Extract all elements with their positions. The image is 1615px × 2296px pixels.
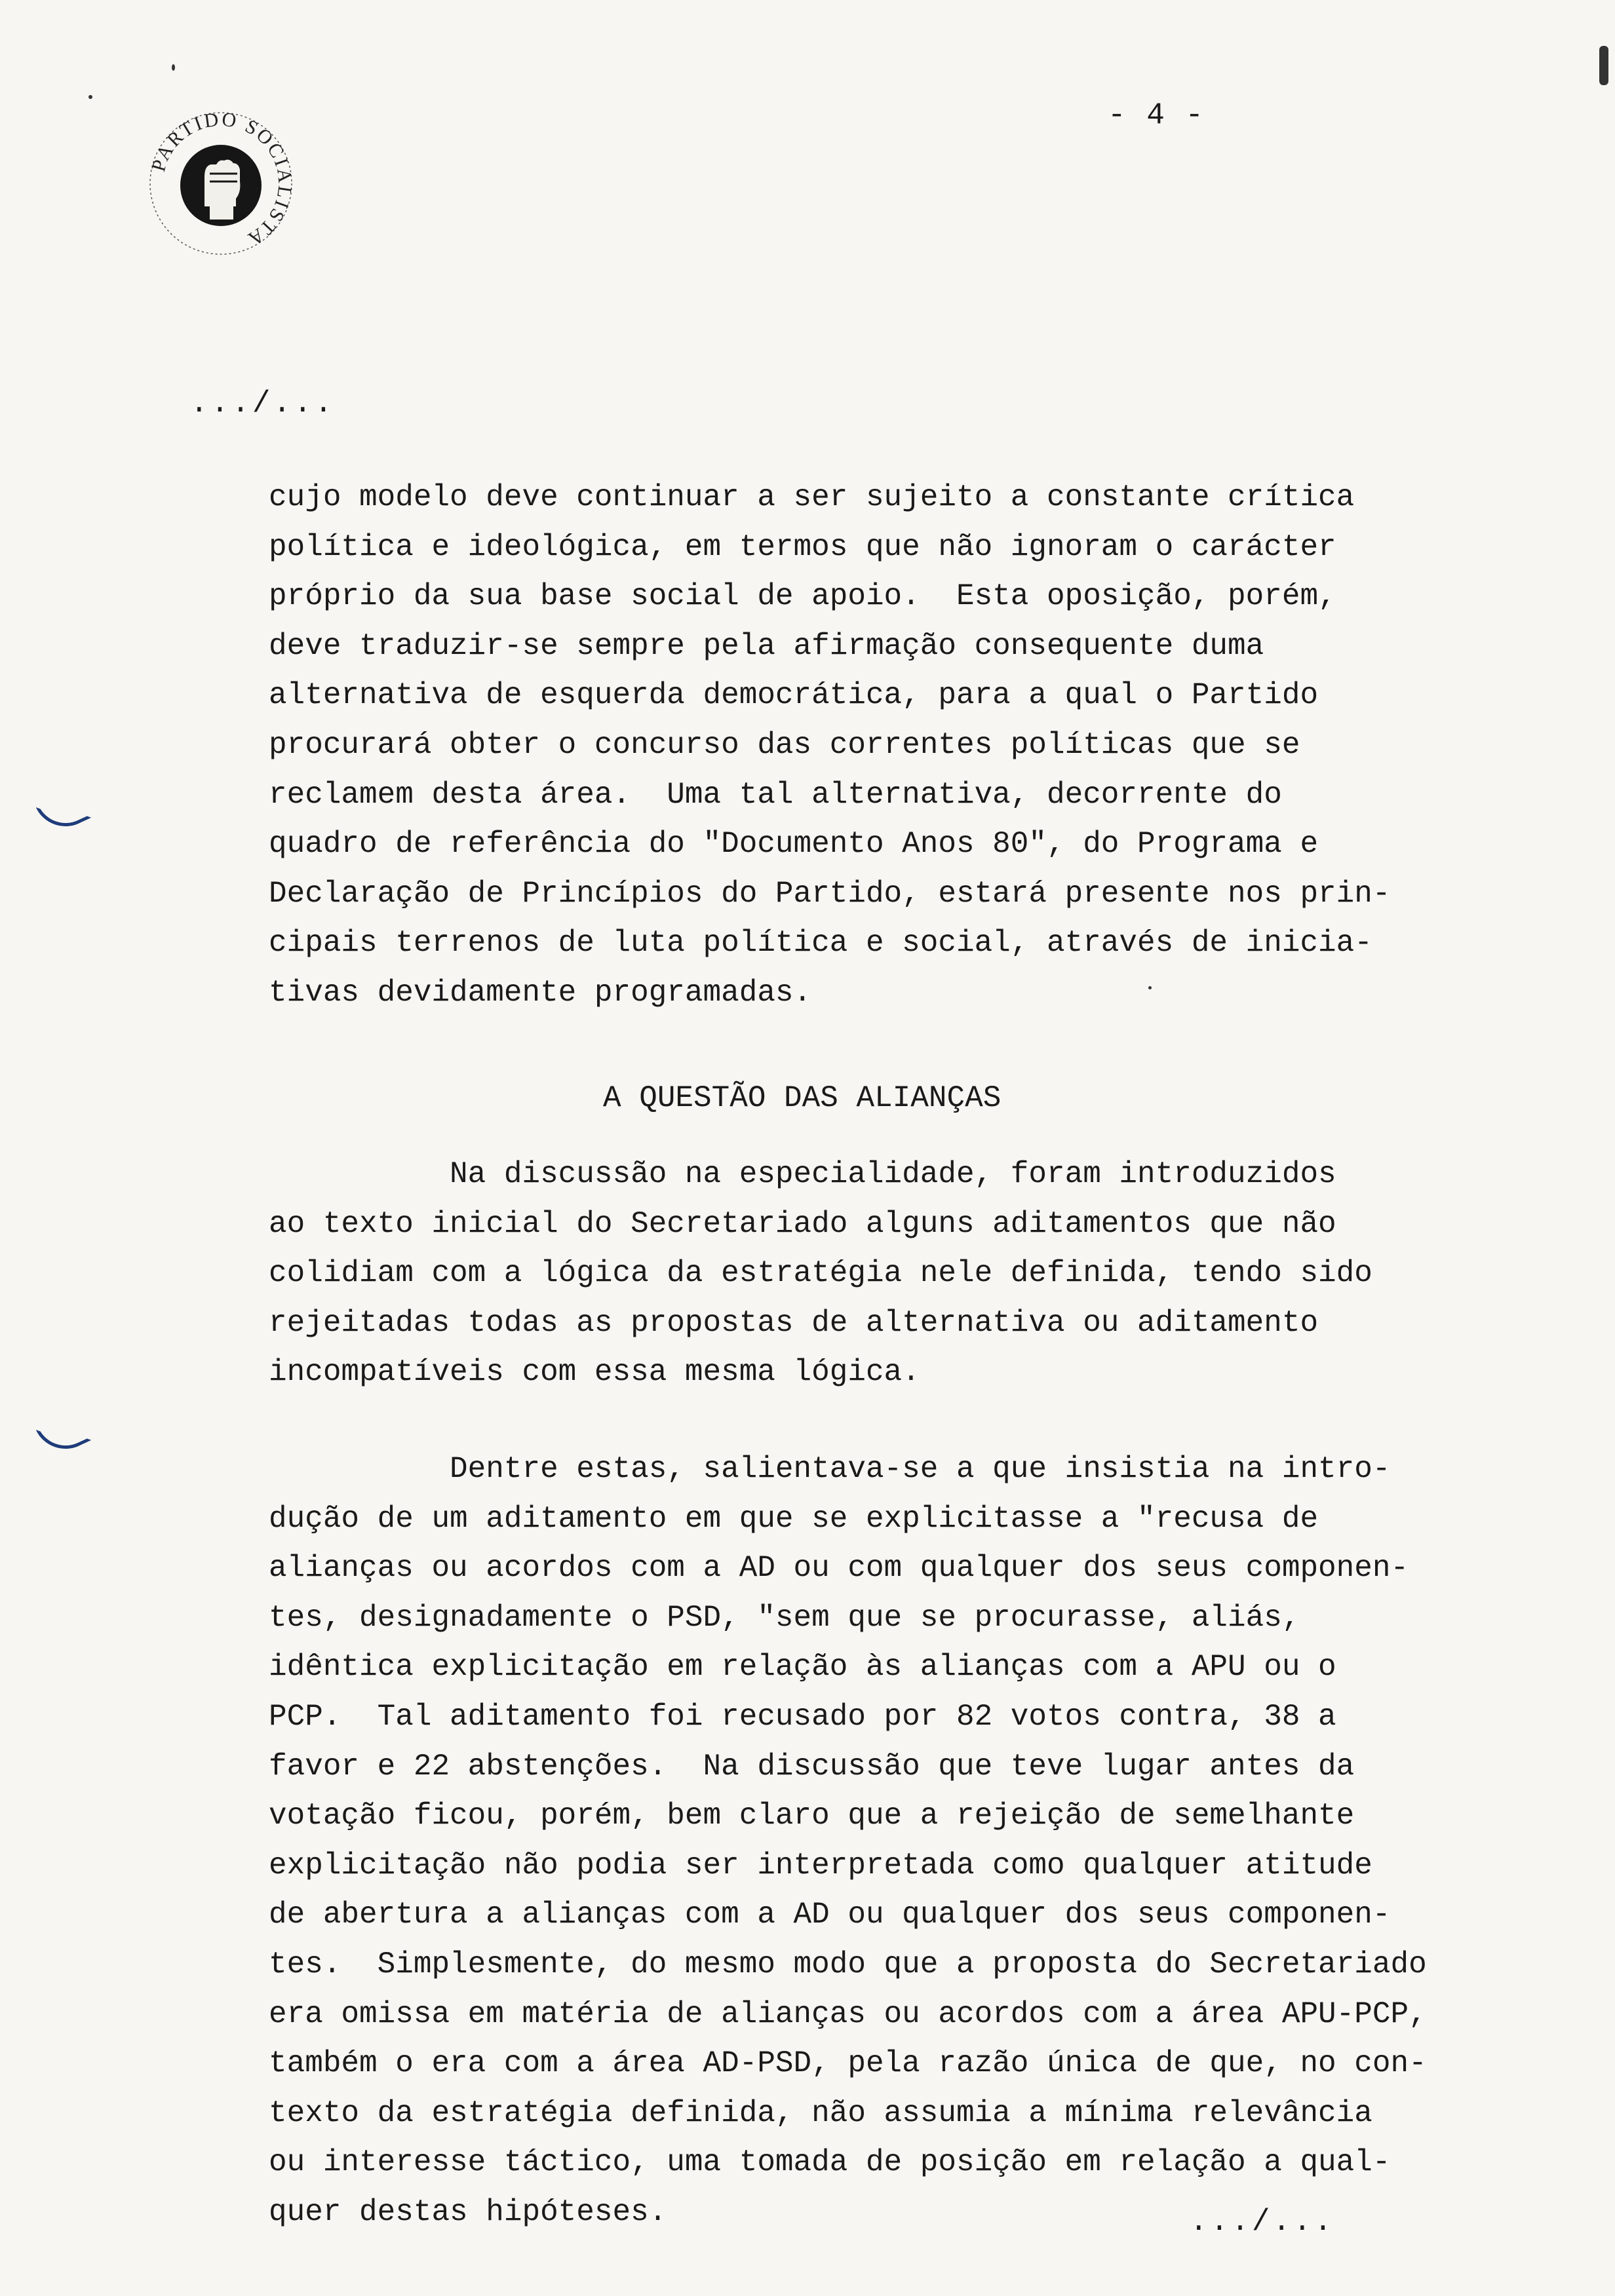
text-line: ao texto inicial do Secretariado alguns aditamentos que não	[269, 1206, 1336, 1241]
text-line: idêntica explicitação em relação às alianças com a APU ou o	[269, 1650, 1336, 1685]
paragraph-1	[269, 473, 1534, 1018]
fist-icon	[146, 108, 296, 259]
text-line: PCP. Tal aditamento foi recusado por 82 votos contra, 38 a	[269, 1699, 1336, 1734]
text-line: Dentre estas, salientava-se a que insistia na intro-	[269, 1452, 1391, 1486]
continuation-mark-top: .../...	[190, 387, 336, 421]
text-line: deve traduzir-se sempre pela afirmação consequente duma	[269, 628, 1264, 663]
text-line: tivas devidamente programadas.	[269, 975, 812, 1010]
text-line: favor e 22 abstenções. Na discussão que teve lugar antes da	[269, 1749, 1355, 1784]
margin-mark	[36, 788, 92, 837]
page-number: - 4 -	[1108, 98, 1205, 132]
text-line: também o era com a área AD-PSD, pela razão única de que, no con-	[269, 2046, 1427, 2081]
paper-speck	[172, 64, 175, 71]
paragraph-3	[269, 1445, 1534, 2238]
text-line: incompatíveis com essa mesma lógica.	[269, 1355, 920, 1390]
margin-mark	[36, 1411, 92, 1460]
text-line: política e ideológica, em termos que não ignoram o carácter	[269, 529, 1336, 564]
paper-speck	[88, 95, 92, 99]
text-line: próprio da sua base social de apoio. Esta oposição, porém,	[269, 579, 1336, 614]
party-logo	[146, 108, 296, 259]
text-line: cipais terrenos de luta política e social, através de inicia-	[269, 926, 1372, 961]
logo-text: PARTIDO SOCIALISTA	[147, 108, 296, 251]
text-line: colidiam com a lógica da estratégia nele definida, tendo sido	[269, 1256, 1372, 1291]
paper-speck	[1599, 46, 1608, 85]
text-line: texto da estratégia definida, não assumia a mínima relevância	[269, 2095, 1372, 2130]
text-line: era omissa em matéria de alianças ou acordos com a área APU-PCP,	[269, 1997, 1427, 2031]
text-line: tes, designadamente o PSD, "sem que se procurasse, aliás,	[269, 1600, 1300, 1635]
text-line: ou interesse táctico, uma tomada de posição em relação a qual-	[269, 2145, 1391, 2180]
text-line: cujo modelo deve continuar a ser sujeito a constante crítica	[269, 480, 1355, 514]
paragraph-2	[269, 1150, 1534, 1398]
text-line: Na discussão na especialidade, foram introduzidos	[269, 1157, 1336, 1191]
text-line: alternativa de esquerda democrática, para a qual o Partido	[269, 678, 1319, 713]
text-line: rejeitadas todas as propostas de alternativa ou aditamento	[269, 1305, 1319, 1340]
text-line: reclamem desta área. Uma tal alternativa, decorrente do	[269, 777, 1282, 812]
section-heading: A QUESTÃO DAS ALIANÇAS	[603, 1081, 1002, 1115]
text-line: quadro de referência do "Documento Anos 80", do Programa e	[269, 827, 1319, 862]
text-line: procurará obter o concurso das correntes políticas que se	[269, 727, 1300, 762]
text-line: explicitação não podia ser interpretada como qualquer atitude	[269, 1848, 1372, 1883]
paper-speck	[1148, 986, 1152, 989]
text-line: votação ficou, porém, bem claro que a rejeição de semelhante	[269, 1799, 1355, 1833]
text-line: alianças ou acordos com a AD ou com qualquer dos seus componen-	[269, 1551, 1409, 1586]
text-line: quer destas hipóteses.	[269, 2194, 667, 2229]
text-line: Declaração de Princípios do Partido, estará presente nos prin-	[269, 876, 1391, 911]
text-line: dução de um aditamento em que se explicitasse a "recusa de	[269, 1501, 1319, 1536]
text-line: de abertura a alianças com a AD ou qualquer dos seus componen-	[269, 1898, 1391, 1932]
continuation-mark-bottom: .../...	[1190, 2205, 1335, 2239]
text-line: tes. Simplesmente, do mesmo modo que a proposta do Secretariado	[269, 1947, 1427, 1981]
